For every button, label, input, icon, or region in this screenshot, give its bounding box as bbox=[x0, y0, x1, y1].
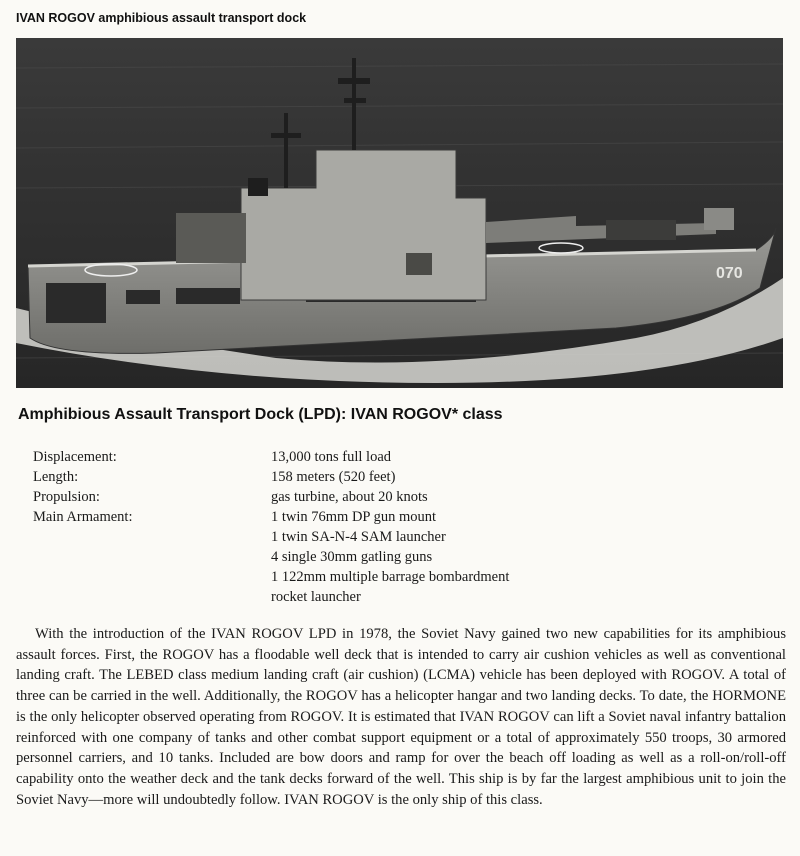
spec-value: 158 meters (520 feet) bbox=[271, 469, 396, 485]
spec-row-armament bbox=[33, 507, 509, 607]
spec-label: Propulsion: bbox=[33, 489, 100, 505]
spec-row-propulsion bbox=[33, 487, 509, 507]
spec-label: Length: bbox=[33, 469, 79, 485]
spec-table bbox=[33, 447, 509, 607]
spec-value: 1 twin SA-N-4 SAM launcher bbox=[271, 529, 446, 545]
spec-label: Main Armament: bbox=[33, 509, 133, 525]
photo-caption: IVAN ROGOV amphibious assault transport dock bbox=[16, 11, 307, 25]
ship-photo bbox=[16, 38, 783, 388]
spec-value: gas turbine, about 20 knots bbox=[271, 489, 428, 505]
spec-row-displacement bbox=[33, 447, 509, 467]
spec-value: 4 single 30mm gatling guns bbox=[271, 549, 433, 565]
hull-number: 070 bbox=[716, 265, 743, 282]
spec-value: 13,000 tons full load bbox=[271, 449, 392, 465]
spec-value: 1 twin 76mm DP gun mount bbox=[271, 509, 437, 525]
spec-row-length bbox=[33, 467, 509, 487]
page-heading: Amphibious Assault Transport Dock (LPD): IVAN ROGOV* class bbox=[18, 406, 503, 423]
spec-label: Displacement: bbox=[33, 449, 117, 465]
spec-value: rocket launcher bbox=[271, 589, 361, 605]
body-paragraph: With the introduction of the IVAN ROGOV LPD in 1978, the Soviet Navy gained two new capabilities for its amphibious assault forces. First, the ROGOV has a floodable well deck that is intended to carry air cushion vehicles as well as conventional landing craft. The LEBED class medium landing craft (air cushion) (LCMA) vehicle has been deployed with ROGOV. A total of three can be carried in the well. Additionally, the ROGOV has a helicopter hangar and two landing decks. To date, the HORMONE is the only helicopter observed operating from ROGOV. It is estimated that IVAN ROGOV can lift a Soviet naval infantry battalion reinforced with one company of tanks and other combat support equipment or a total of approximately 550 troops, 30 armored personnel carriers, and 10 tanks. Included are bow doors and ramp for over the beach off loading as well as a roll-on/roll-off capability onto the weather deck and the tank decks forward of the well. This ship is by far the largest amphibious unit to join the Soviet Navy—more will undoubtedly follow. IVAN ROGOV is the only ship of this class. bbox=[16, 626, 786, 808]
spec-value: 1 122mm multiple barrage bombardment bbox=[271, 569, 510, 585]
